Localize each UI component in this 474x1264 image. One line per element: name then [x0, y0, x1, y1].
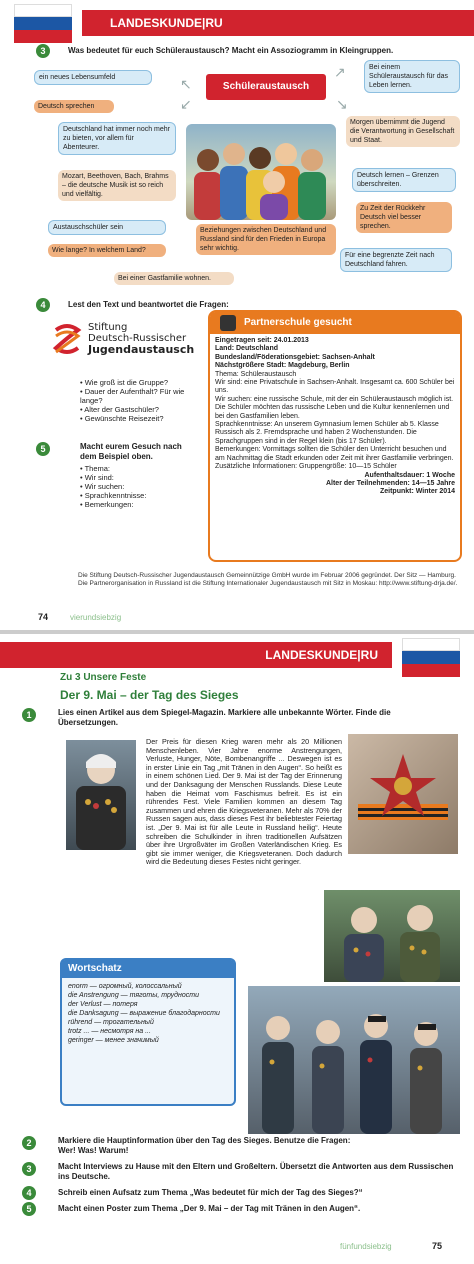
bubble: Deutsch sprechen	[34, 100, 114, 113]
parade-photo	[248, 986, 460, 1134]
page-75	[0, 634, 474, 1264]
list-item: enorm — огромный, колоссальный	[68, 983, 182, 990]
vocabulary-box	[60, 958, 236, 1106]
bubble: ein neues Lebensumfeld	[34, 70, 152, 85]
list-item: • Wir sind:	[80, 473, 198, 482]
bubble: Wie lange? In welchem Land?	[48, 244, 166, 257]
vocabulary-header: Wortschatz	[62, 960, 234, 978]
section-banner: LANDESKUNDE|RU	[82, 10, 474, 36]
bubble: Morgen übernimmt die Jugend die Verantwortung in Gesellschaft und Staat.	[346, 116, 460, 147]
group-photo	[186, 124, 336, 220]
section-banner: LANDESKUNDE|RU	[0, 642, 392, 668]
foundation-logo: Stiftung Deutsch-Russischer Jugendaustausch	[88, 322, 195, 356]
page-number: 74	[38, 612, 49, 622]
article-text: Der Preis für diesen Krieg waren mehr als 20 Millionen Menschenleben. Vier Jahre enorme Anstrengungen, Verluste, Hunger, Nöte, Bombenangriffe ... Deswegen ist es in erster Linie ein Tag „mit Tränen in den Augen“. So heißt es in einem schönen Lied. Der 9. Mai ist der Tag der Erinnerung und der Danksagung der Menschen Russlands. Diese Leute haben die Heimat vom Faschismus befreit. Es ist ein rührendes Fest. Viele Familien kommen an diesem Tag zusammen und ehren die Kriegsveteranen. Mehr als 70% der Russen sagen aus, dass dieses Fest ihr beliebtester Feiertag ist. „Der 9. Mai ist für alle Leute in Russland heilig“. Heute schreiben die Schulkinder in ihren traditionellen Aufsätzen über ihre Urgroßväter im Großen Vaterländischen Krieg. Es gibt sie immer weniger, die Kriegsveteranen. Doch dadurch wird die Bedeutung dieses Festes nicht geringer.	[146, 737, 342, 867]
veteran-photo	[66, 740, 136, 850]
list-item: • Dauer der Aufenthalt? Für wie lange?	[80, 387, 198, 405]
list-item: • Bemerkungen:	[80, 500, 198, 509]
bubble: Für eine begrenzte Zeit nach Deutschland fahren.	[340, 248, 452, 272]
bubble: Deutschland hat immer noch mehr zu bieten, vor allem für Abenteurer.	[58, 122, 176, 155]
arrow-icon: ↗	[334, 64, 346, 80]
bubble: Beziehungen zwischen Deutschland und Russland sind für den Frieden in Europa sehr wichtig.	[196, 224, 336, 255]
bubble: Zu Zeit der Rückkehr Deutsch viel besser sprechen.	[356, 202, 452, 233]
foundation-logo-icon	[50, 322, 84, 356]
center-concept: Schüleraustausch	[206, 74, 326, 100]
list-item: die Anstrengung — тяготы, трудности	[68, 992, 199, 999]
list-item: • Alter der Gastschüler?	[80, 405, 198, 414]
veterans-photo	[324, 890, 460, 982]
task-number: 2	[22, 1136, 36, 1150]
task-number: 5	[36, 442, 50, 456]
task-number: 1	[22, 708, 36, 722]
vocabulary-list	[62, 978, 234, 1049]
page-number: 75	[432, 1241, 443, 1251]
list-item: der Verlust — потеря	[68, 1001, 138, 1008]
page-74	[0, 0, 474, 630]
list-item: • Sprachkenntnisse:	[80, 491, 198, 500]
task-number: 5	[22, 1202, 36, 1216]
russian-flag	[14, 4, 72, 43]
handshake-icon	[220, 315, 236, 331]
list-item: geringer — менее значимый	[68, 1037, 159, 1044]
arrow-icon: ↖	[180, 76, 192, 92]
bubble: Austauschschüler sein	[48, 220, 166, 235]
medal-photo	[348, 734, 458, 854]
bubble: Mozart, Beethoven, Bach, Brahms – die deutsche Musik ist so reich und vielfältig.	[58, 170, 176, 201]
arrow-icon: ↘	[336, 96, 348, 112]
page-title: Der 9. Mai – der Tag des Sieges	[60, 688, 239, 702]
task-number: 4	[22, 1186, 36, 1200]
ad-body: Eingetragen seit: 24.01.2013 Land: Deutschland Bundesland/Föderationsgebiet: Sachsen-Anhalt Nächstgrößere Stadt: Magdeburg, Berlin Thema: Schüleraustausch Wir sind: eine Privatschule in Sachsen-Anhalt. Insgesamt ca. 600 Schüler bei uns. Wir suchen: eine russische Schule, mit der ein Schüleraustausch möglich ist. Die Schüler möchten das russische Leben und die Kultur kennenlernen und bei den Gastfamilien leben. Sprachkenntnisse: An unserem Gymnasium lernen Schüler ab 5. Klasse Russisch als 2. Fremdsprache und haben 2 Wochenstunden. Die Sprachgruppen sind in der Regel klein (bis 17 Schüler). Bemerkungen: Vormittags sollten die Schüler den Unterricht besuchen und am Nachmittag die Stadt erkunden oder Zeit mit ihrer Gastfamilie verbringen. Zusätzliche Informationen: Gruppengröße: 10—15 Schüler Aufenthaltsdauer: 1 Woche Alter der Teilnehmenden: 14—15 Jahre Zeitpunkt: Winter 2014	[215, 337, 455, 496]
bubble: Bei einem Schüleraustausch für das Leben lernen.	[364, 60, 460, 93]
task-instruction: Macht eurem Gesuch nach dem Beispiel oben.	[80, 442, 182, 461]
ad-header: Partnerschule gesucht	[210, 312, 460, 334]
list-item: rührend — трогательный	[68, 1019, 154, 1026]
task-instruction: Macht einen Poster zum Thema „Der 9. Mai – der Tag mit Tränen in den Augen“.	[58, 1204, 361, 1213]
bubble: Deutsch lernen – Grenzen überschreiten.	[352, 168, 456, 192]
arrow-icon: ↙	[180, 96, 192, 112]
task-number: 3	[36, 44, 50, 58]
section-kicker: Zu 3 Unsere Feste	[60, 672, 147, 683]
page-word: fünfundsiebzig	[340, 1242, 392, 1251]
list-item: trotz ... — несмотря на ...	[68, 1028, 151, 1035]
task-instruction: Lest den Text und beantwortet die Fragen:	[68, 300, 229, 309]
list-item: • Thema:	[80, 464, 198, 473]
task-number: 4	[36, 298, 50, 312]
task-instruction: Markiere die Hauptinformation über den Tag des Sieges. Benutze die Fragen: Wer! Was! Warum!	[58, 1136, 351, 1155]
footnote: Die Stiftung Deutsch-Russischer Jugendaustausch Gemeinnützige GmbH wurde im Februar 2006 gegründet. Der Sitz — Hamburg. Die Partnerorganisation in Russland ist die Stiftung Internationaler Jugendaustausch mit Sitz in Moskau: http://www.stiftung-drja.de/.	[78, 572, 458, 587]
task-instruction: Lies einen Artikel aus dem Spiegel-Magazin. Markiere alle unbekannte Wörter. Finde die Übersetzungen.	[58, 708, 391, 727]
question-list	[80, 378, 198, 423]
page-word: vierundsiebzig	[70, 613, 122, 622]
list-item: • Wir suchen:	[80, 482, 198, 491]
list-item: • Gewünschte Reisezeit?	[80, 414, 198, 423]
partner-school-ad	[208, 310, 462, 562]
russian-flag	[402, 638, 460, 677]
bubble: Bei einer Gastfamilie wohnen.	[114, 272, 234, 285]
field-list	[80, 464, 198, 509]
task-number: 3	[22, 1162, 36, 1176]
list-item: • Wie groß ist die Gruppe?	[80, 378, 198, 387]
list-item: die Danksagung — выражение благодарности	[68, 1010, 220, 1017]
task-instruction: Schreib einen Aufsatz zum Thema „Was bedeutet für mich der Tag des Sieges?“	[58, 1188, 363, 1197]
task-instruction: Macht Interviews zu Hause mit den Eltern und Großeltern. Übersetzt die Antworten aus dem Russischen ins Deutsche.	[58, 1162, 454, 1181]
task-instruction: Was bedeutet für euch Schüleraustausch? Macht ein Assoziogramm in Kleingruppen.	[68, 46, 394, 55]
